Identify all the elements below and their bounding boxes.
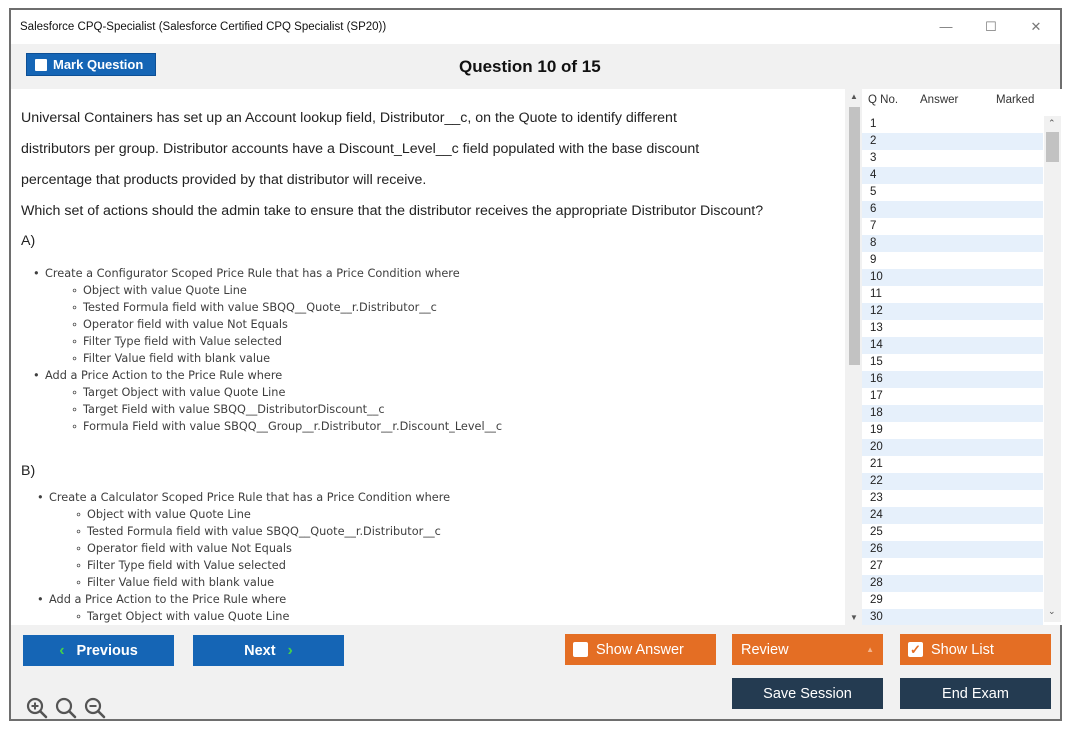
save-session-label: Save Session — [763, 685, 852, 702]
list-item: ∘ Operator field with value Not Equals — [31, 316, 502, 333]
option-a-content — [31, 265, 502, 435]
question-list-panel — [862, 89, 1062, 625]
review-dropdown[interactable] — [732, 634, 883, 665]
question-text-line-4: Which set of actions should the admin take to ensure that the distributor receives the appropriate Distributor Discount? — [21, 203, 764, 219]
scroll-up-icon[interactable]: ▲ — [850, 92, 858, 101]
list-item[interactable]: 23 — [870, 492, 883, 504]
next-label: Next — [244, 642, 276, 659]
list-scrollbar[interactable] — [1044, 116, 1061, 622]
list-item: • Add a Price Action to the Price Rule where — [35, 591, 450, 608]
list-item[interactable]: 3 — [870, 152, 877, 164]
question-text-line-3: percentage that products provided by that distributor will receive. — [21, 172, 427, 188]
list-item: ∘ Tested Formula field with value SBQQ__Quote__r.Distributor__c — [31, 299, 502, 316]
list-item[interactable]: 30 — [862, 609, 1043, 626]
app-window — [9, 8, 1062, 721]
list-item: ∘ Target Object with value Quote Line — [35, 608, 450, 625]
list-item: ∘ Filter Value field with blank value — [31, 350, 502, 367]
list-item: • Create a Configurator Scoped Price Rule that has a Price Condition where — [31, 265, 502, 282]
list-item[interactable]: 17 — [870, 390, 883, 402]
marked-column-header: Marked — [996, 94, 1035, 106]
scroll-down-icon[interactable]: ▼ — [850, 613, 858, 622]
list-item[interactable]: 15 — [870, 356, 883, 368]
window-title: Salesforce CPQ-Specialist (Salesforce Certified CPQ Specialist (SP20)) — [20, 21, 387, 33]
zoom-reset-icon[interactable] — [55, 697, 77, 719]
list-item[interactable]: 5 — [870, 186, 877, 198]
question-list-header — [862, 89, 1062, 111]
list-item[interactable]: 11 — [870, 288, 882, 300]
qno-column-header: Q No. — [868, 94, 899, 106]
list-item[interactable]: 9 — [870, 254, 877, 266]
list-item[interactable]: 19 — [870, 424, 883, 436]
question-text-line-2: distributors per group. Distributor accounts have a Discount_Level__c field populated with the base discount — [21, 141, 700, 157]
list-item: ∘ Formula Field with value SBQQ__Group__r.Distributor__r.Discount_Level__c — [31, 418, 502, 435]
content-scrollbar[interactable] — [847, 89, 862, 625]
list-item[interactable]: 14 — [862, 337, 1043, 354]
list-item[interactable]: 20 — [862, 439, 1043, 456]
mark-question-label: Mark Question — [53, 57, 144, 72]
previous-label: Previous — [76, 642, 138, 659]
show-list-toggle[interactable] — [900, 634, 1051, 665]
list-item: ∘ Target Field with value SBQQ__DistributorDiscount__c — [31, 401, 502, 418]
list-item: ∘ Tested Formula field with value SBQQ__Quote__r.Distributor__c — [35, 523, 450, 540]
title-bar — [11, 10, 1060, 44]
chevron-left-icon: ‹ — [59, 641, 65, 659]
show-list-label: Show List — [931, 641, 994, 658]
content-scroll-thumb[interactable] — [849, 107, 860, 365]
list-item: • Create a Calculator Scoped Price Rule that has a Price Condition where — [35, 489, 450, 506]
next-button[interactable] — [193, 635, 344, 666]
zoom-out-icon[interactable] — [84, 697, 106, 719]
list-item[interactable]: 12 — [862, 303, 1043, 320]
list-item[interactable]: 4 — [862, 167, 1043, 184]
list-item: ∘ Object with value Quote Line — [35, 506, 450, 523]
mark-question-button[interactable] — [26, 53, 156, 76]
end-exam-label: End Exam — [942, 685, 1009, 702]
list-item[interactable]: 25 — [870, 526, 883, 538]
previous-button[interactable] — [23, 635, 174, 666]
list-item[interactable]: 29 — [870, 594, 883, 606]
list-item[interactable]: 13 — [870, 322, 883, 334]
show-answer-toggle[interactable] — [565, 634, 716, 665]
list-item[interactable]: 21 — [870, 458, 883, 470]
list-item[interactable]: 18 — [862, 405, 1043, 422]
bottom-action-bar — [11, 625, 1060, 719]
list-item[interactable]: 26 — [862, 541, 1043, 558]
list-item: ∘ Filter Type field with Value selected — [31, 333, 502, 350]
dropdown-arrow-icon: ▲ — [866, 645, 874, 654]
question-content — [11, 89, 845, 625]
list-item[interactable]: 7 — [870, 220, 877, 232]
show-list-checkbox[interactable]: ✓ — [908, 642, 923, 657]
minimize-button[interactable]: — — [939, 19, 953, 34]
list-item[interactable]: 24 — [862, 507, 1043, 524]
save-session-button[interactable] — [732, 678, 883, 709]
list-item[interactable]: 16 — [862, 371, 1043, 388]
option-b-content — [35, 489, 450, 625]
zoom-in-icon[interactable] — [26, 697, 48, 719]
list-item: ∘ Operator field with value Not Equals — [35, 540, 450, 557]
list-item: ∘ Filter Value field with blank value — [35, 574, 450, 591]
end-exam-button[interactable] — [900, 678, 1051, 709]
list-item[interactable]: 22 — [862, 473, 1043, 490]
review-label: Review — [741, 641, 789, 658]
list-item[interactable]: 10 — [862, 269, 1043, 286]
maximize-button[interactable]: ☐ — [985, 19, 997, 34]
list-item[interactable]: 2 — [862, 133, 1043, 150]
list-item[interactable]: 6 — [862, 201, 1043, 218]
question-text-line-1: Universal Containers has set up an Account lookup field, Distributor__c, on the Quote to identify different — [21, 110, 677, 126]
close-button[interactable]: ✕ — [1030, 19, 1042, 34]
show-answer-label: Show Answer — [596, 641, 684, 658]
list-scroll-thumb[interactable] — [1046, 132, 1059, 162]
chevron-right-icon: › — [287, 641, 293, 659]
list-item[interactable]: 27 — [870, 560, 883, 572]
list-item[interactable]: 1 — [870, 118, 877, 130]
list-item: ∘ Target Object with value Quote Line — [31, 384, 502, 401]
mark-checkbox-icon — [35, 59, 47, 71]
question-list-rows — [862, 116, 1043, 626]
list-item: ∘ Object with value Quote Line — [31, 282, 502, 299]
list-item[interactable]: 28 — [862, 575, 1043, 592]
chevron-down-icon[interactable]: ⌄ — [1048, 606, 1056, 616]
list-item: • Add a Price Action to the Price Rule where — [31, 367, 502, 384]
question-toolbar — [11, 44, 1060, 88]
question-counter: Question 10 of 15 — [459, 57, 601, 76]
answer-column-header: Answer — [920, 94, 959, 106]
chevron-up-icon[interactable]: ⌃ — [1048, 118, 1056, 128]
option-a-label: A) — [21, 233, 36, 249]
list-item: ∘ Filter Type field with Value selected — [35, 557, 450, 574]
option-b-label: B) — [21, 463, 36, 479]
list-item[interactable]: 8 — [862, 235, 1043, 252]
show-answer-checkbox[interactable] — [573, 642, 588, 657]
